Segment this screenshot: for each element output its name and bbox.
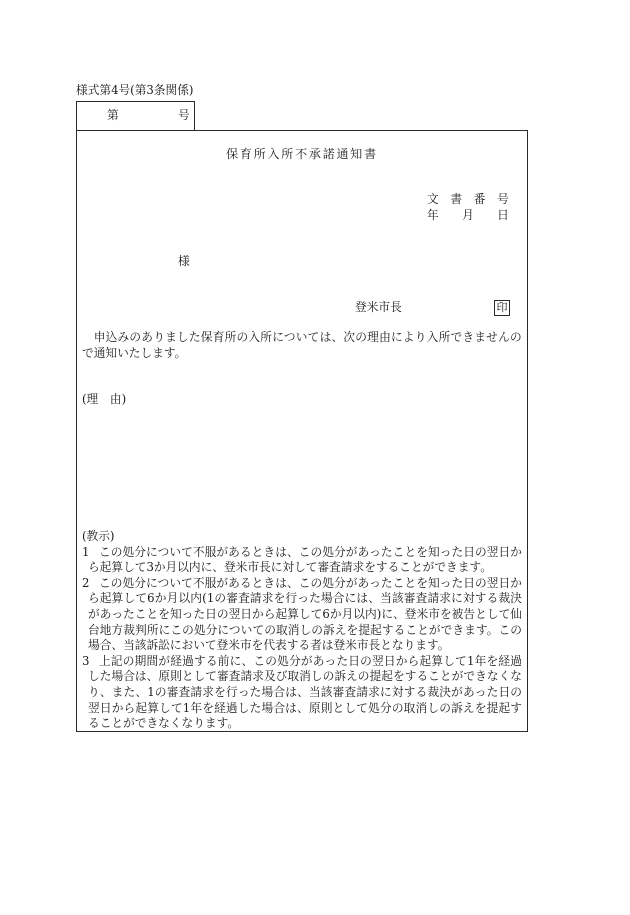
item-line: した場合は、原則として審査請求及び取消しの訴えの提起をすることができなくな <box>88 669 523 684</box>
item-line: があったことを知った日の翌日から起算して6か月以内)に、登米市を被告として仙 <box>88 606 523 621</box>
item-number: 3 <box>82 653 90 668</box>
number-prefix: 第 <box>107 108 119 122</box>
form-number-label: 様式第4号(第3条関係) <box>76 83 194 97</box>
notice-frame <box>76 130 528 732</box>
instruction-heading: (教示) <box>82 529 115 543</box>
number-suffix: 号 <box>178 108 190 122</box>
notice-body <box>82 330 522 361</box>
item-number: 1 <box>82 544 90 559</box>
document-number-label: 文 書 番 号 <box>427 192 509 206</box>
item-line: ら起算して3か月以内に、登米市長に対して審査請求をすることができます。 <box>88 560 492 575</box>
item-line: 上記の期間が経過する前に、この処分があった日の翌日から起算して1年を経過 <box>99 653 523 668</box>
instruction-item <box>82 654 522 732</box>
item-line: 翌日から起算して1年を経過した場合は、原則として処分の取消しの訴えを提起す <box>88 700 523 715</box>
item-line: この処分について不服があるときは、この処分があったことを知った日の翌日か <box>99 544 523 559</box>
instruction-item <box>82 576 522 654</box>
date-label: 年 月 日 <box>427 207 509 222</box>
body-line: 申込みのありました保育所の入所については、次の理由により入所できませんの <box>93 330 522 344</box>
item-line: 場合、当該訴訟において登米市を代表する者は登米市長となります。 <box>88 638 450 653</box>
item-line: ら起算して6か月以内(1の審査請求を行った場合には、当該審査請求に対する裁決 <box>88 591 523 606</box>
item-line: ることができなくなります。 <box>88 716 240 731</box>
document-meta <box>427 192 509 223</box>
item-line: り、また、1の審査請求を行った場合は、当該審査請求に対する裁決があった日の <box>88 684 523 699</box>
reason-label: (理 由) <box>82 392 127 406</box>
seal-stamp-box <box>494 300 510 316</box>
item-line: この処分について不服があるときは、この処分があったことを知った日の翌日か <box>99 575 523 590</box>
appeal-instruction <box>82 529 522 732</box>
instruction-item <box>82 545 522 576</box>
issuer-name: 登米市長 <box>355 300 402 314</box>
document-number-box <box>76 101 195 130</box>
item-number: 2 <box>82 575 90 590</box>
seal-mark: 印 <box>496 301 508 314</box>
item-line: 台地方裁判所にこの処分についての取消しの訴えを提起することができます。この <box>88 622 523 637</box>
addressee-honorific: 様 <box>178 254 190 268</box>
body-line: で通知いたします。 <box>82 345 187 360</box>
document-title: 保育所入所不承諾通知書 <box>226 147 378 161</box>
